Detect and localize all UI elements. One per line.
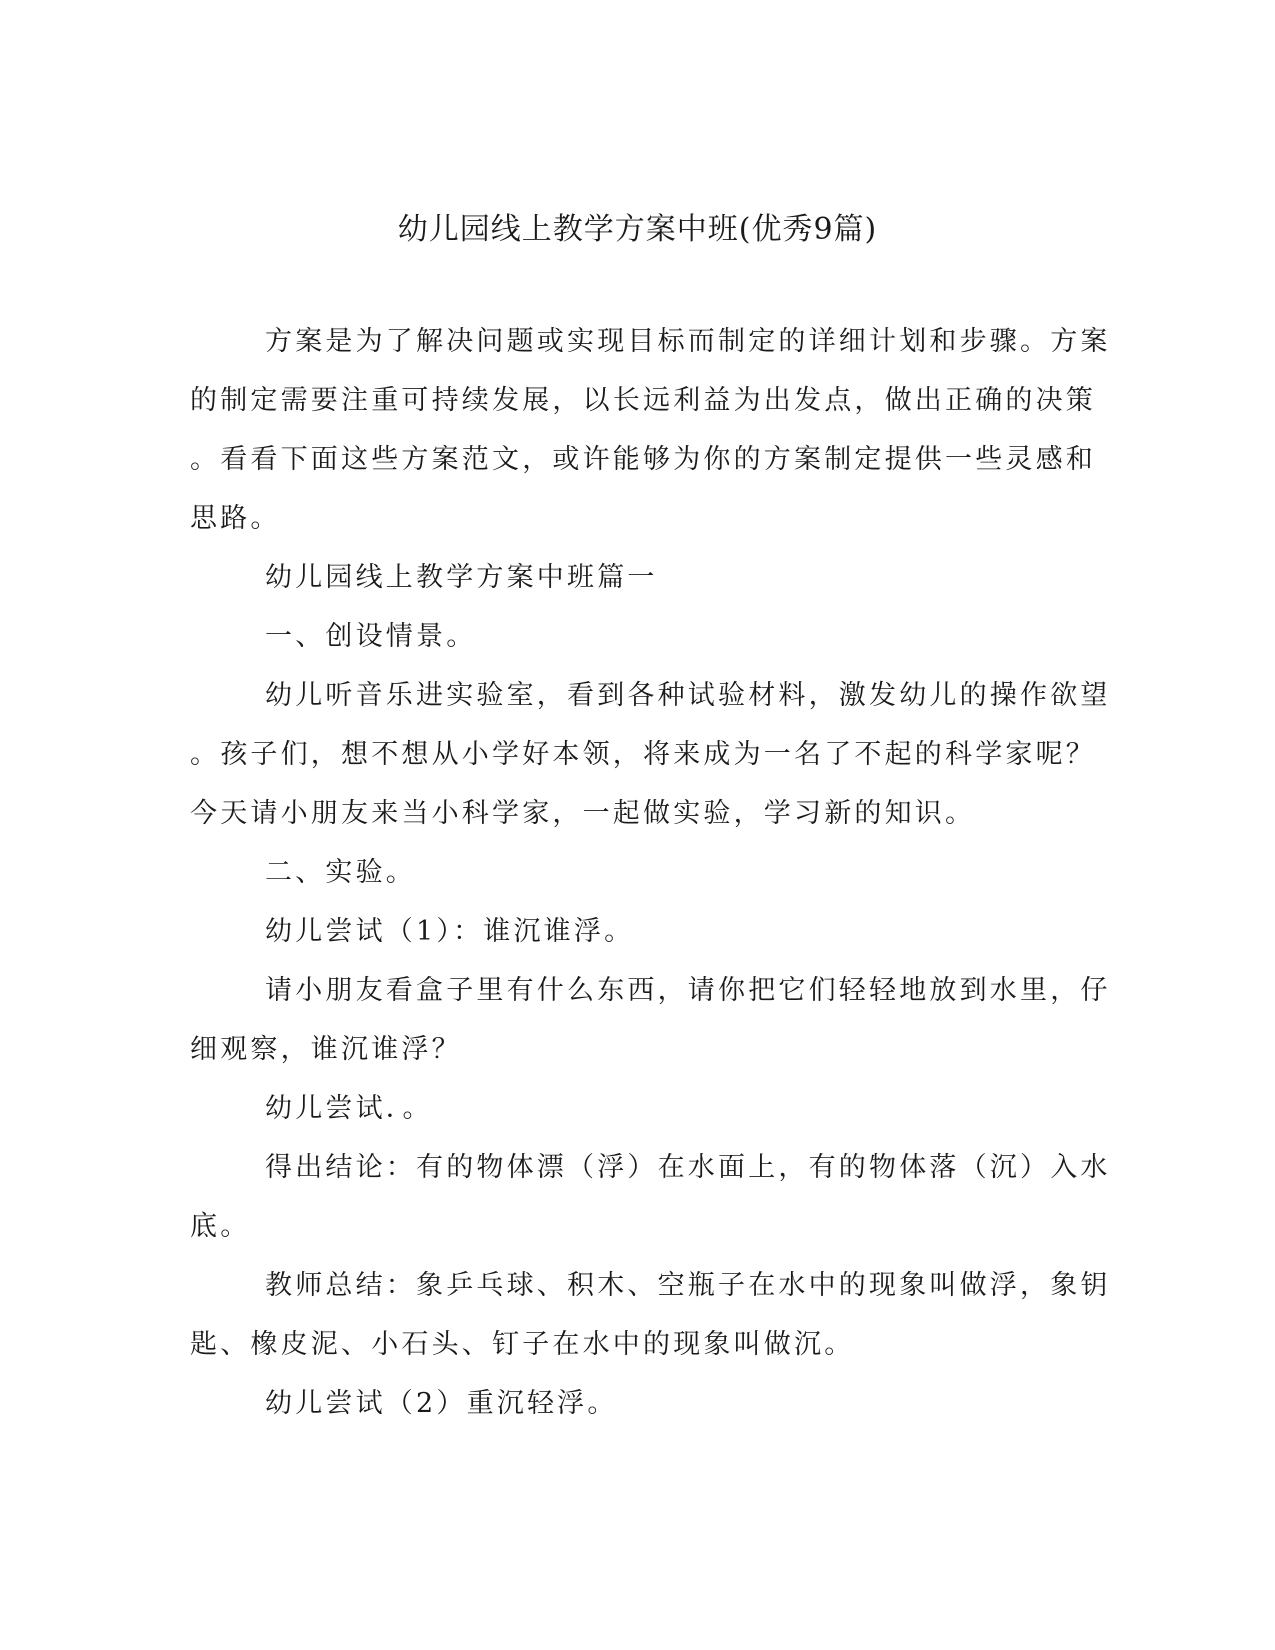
- paragraph-line: 底。: [190, 1211, 251, 1242]
- paragraph-line: 今天请小朋友来当小科学家，一起做实验，学习新的知识。: [190, 798, 976, 829]
- paragraph-line: 幼儿尝试（1）：谁沉谁浮。: [265, 916, 635, 947]
- section-heading: 幼儿园线上教学方案中班篇一: [265, 562, 658, 593]
- paragraph-line: 幼儿尝试．。: [265, 1093, 433, 1124]
- paragraph-line: 方案是为了解决问题或实现目标而制定的详细计划和步骤。方案: [265, 326, 1111, 357]
- paragraph-line: 幼儿尝试（2）重沉轻浮。: [265, 1388, 618, 1419]
- paragraph-line: 幼儿听音乐进实验室，看到各种试验材料，激发幼儿的操作欲望: [265, 680, 1111, 711]
- paragraph-line: 的制定需要注重可持续发展，以长远利益为出发点，做出正确的决策: [190, 385, 1096, 416]
- paragraph-line: 思路。: [190, 503, 281, 534]
- subsection-heading: 二、实验。: [265, 857, 416, 888]
- paragraph-line: 得出结论：有的物体漂（浮）在水面上，有的物体落（沉）入水: [265, 1152, 1111, 1183]
- paragraph-line: 细观察，谁沉谁浮？: [190, 1034, 462, 1065]
- document-title: 幼儿园线上教学方案中班(优秀9篇): [397, 212, 878, 247]
- paragraph-line: 匙、橡皮泥、小石头、钉子在水中的现象叫做沉。: [190, 1329, 855, 1360]
- paragraph-line: 请小朋友看盒子里有什么东西，请你把它们轻轻地放到水里，仔: [265, 975, 1111, 1006]
- subsection-heading: 一、创设情景。: [265, 621, 477, 652]
- paragraph-line: 。看看下面这些方案范文，或许能够为你的方案制定提供一些灵感和: [190, 444, 1096, 475]
- paragraph-line: 。孩子们，想不想从小学好本领，将来成为一名了不起的科学家呢？: [190, 739, 1096, 770]
- paragraph-line: 教师总结：象乒乓球、积木、空瓶子在水中的现象叫做浮，象钥: [265, 1270, 1111, 1301]
